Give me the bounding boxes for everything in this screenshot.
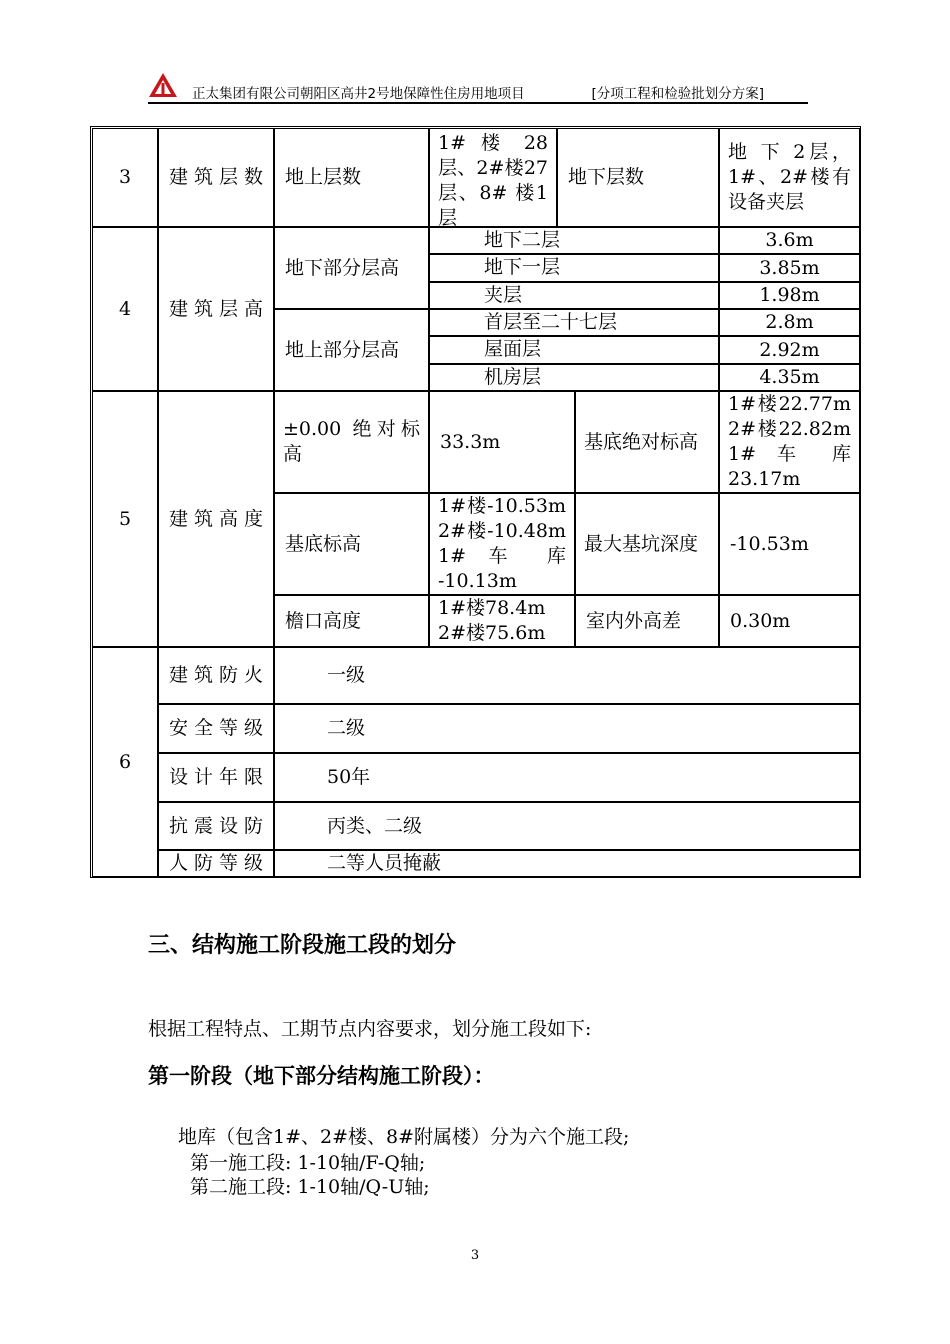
item-label: 建筑层数 <box>158 128 274 227</box>
header-company: 正太集团有限公司朝阳区高井2号地保障性住房用地项目 <box>192 86 525 102</box>
project-overview-table <box>90 126 861 878</box>
row-number: 5 <box>92 391 158 647</box>
body-line: 第一施工段: 1-10轴/F-Q轴; <box>190 1152 426 1174</box>
sub-label: 地下部分层高 <box>274 227 429 309</box>
sub-label: ±0.00 绝对标高 <box>274 391 429 493</box>
value-cell: 1#楼22.77m 2#楼22.82m 1# 车 库 23.17m <box>719 391 860 493</box>
intro-paragraph: 根据工程特点、工期节点内容要求，划分施工段如下: <box>148 1018 592 1040</box>
sub-label: 檐口高度 <box>274 595 429 647</box>
value-cell: 1#楼78.4m 2#楼75.6m <box>429 595 575 647</box>
value-cell: 二级 <box>274 704 860 753</box>
item-label: 建筑防火 <box>158 647 274 704</box>
floor-height: 3.85m <box>719 254 860 282</box>
floor-height: 2.8m <box>719 309 860 336</box>
floor-height: 4.35m <box>719 364 860 391</box>
value-cell: 一级 <box>274 647 860 704</box>
row-number: 3 <box>92 128 158 227</box>
sub-label: 基底标高 <box>274 493 429 595</box>
floor-name: 首层至二十七层 <box>429 309 719 336</box>
body-line: 第二施工段: 1-10轴/Q-U轴; <box>190 1176 430 1198</box>
company-logo-icon <box>148 72 178 98</box>
section-title: 三、结构施工阶段施工段的划分 <box>148 933 457 958</box>
value-cell: 丙类、二级 <box>274 802 860 850</box>
sub-label: 最大基坑深度 <box>575 493 719 595</box>
sub-label: 地下层数 <box>557 128 719 227</box>
floor-name: 地下一层 <box>429 254 719 282</box>
floor-name: 屋面层 <box>429 336 719 364</box>
sub-label: 地上部分层高 <box>274 309 429 391</box>
row-number: 6 <box>92 647 158 877</box>
floor-name: 机房层 <box>429 364 719 391</box>
floor-name: 地下二层 <box>429 227 719 254</box>
value-cell: 50年 <box>274 753 860 802</box>
value-cell: 二等人员掩蔽 <box>274 850 860 877</box>
floor-height: 1.98m <box>719 282 860 309</box>
sub-label: 基底绝对标高 <box>575 391 719 493</box>
row-number: 4 <box>92 227 158 391</box>
floor-height: 2.92m <box>719 336 860 364</box>
value-cell: 0.30m <box>719 595 860 647</box>
value-cell: 1# 楼 28层、2#楼27层、8# 楼1层 <box>429 128 557 227</box>
item-label: 建筑高度 <box>158 391 274 647</box>
value-cell: -10.53m <box>719 493 860 595</box>
floor-name: 夹层 <box>429 282 719 309</box>
page-number: 3 <box>470 1248 480 1263</box>
value-cell: 1#楼-10.53m 2#楼-10.48m 1# 车 库 -10.13m <box>429 493 575 595</box>
sub-label: 室内外高差 <box>575 595 719 647</box>
stage-title: 第一阶段（地下部分结构施工阶段）： <box>148 1064 495 1088</box>
item-label: 安全等级 <box>158 704 274 753</box>
item-label: 设计年限 <box>158 753 274 802</box>
value-cell: 33.3m <box>429 391 575 493</box>
floor-height: 3.6m <box>719 227 860 254</box>
item-label: 抗震设防 <box>158 802 274 850</box>
body-line: 地库（包含1#、2#楼、8#附属楼）分为六个施工段; <box>178 1126 630 1148</box>
page-header <box>148 72 808 104</box>
item-label: 人防等级 <box>158 850 274 877</box>
header-document-title: [分项工程和检验批划分方案] <box>591 86 764 102</box>
value-cell: 地 下 2层，1#、2#楼有设备夹层 <box>719 128 860 227</box>
item-label: 建筑层高 <box>158 227 274 391</box>
sub-label: 地上层数 <box>274 128 429 227</box>
